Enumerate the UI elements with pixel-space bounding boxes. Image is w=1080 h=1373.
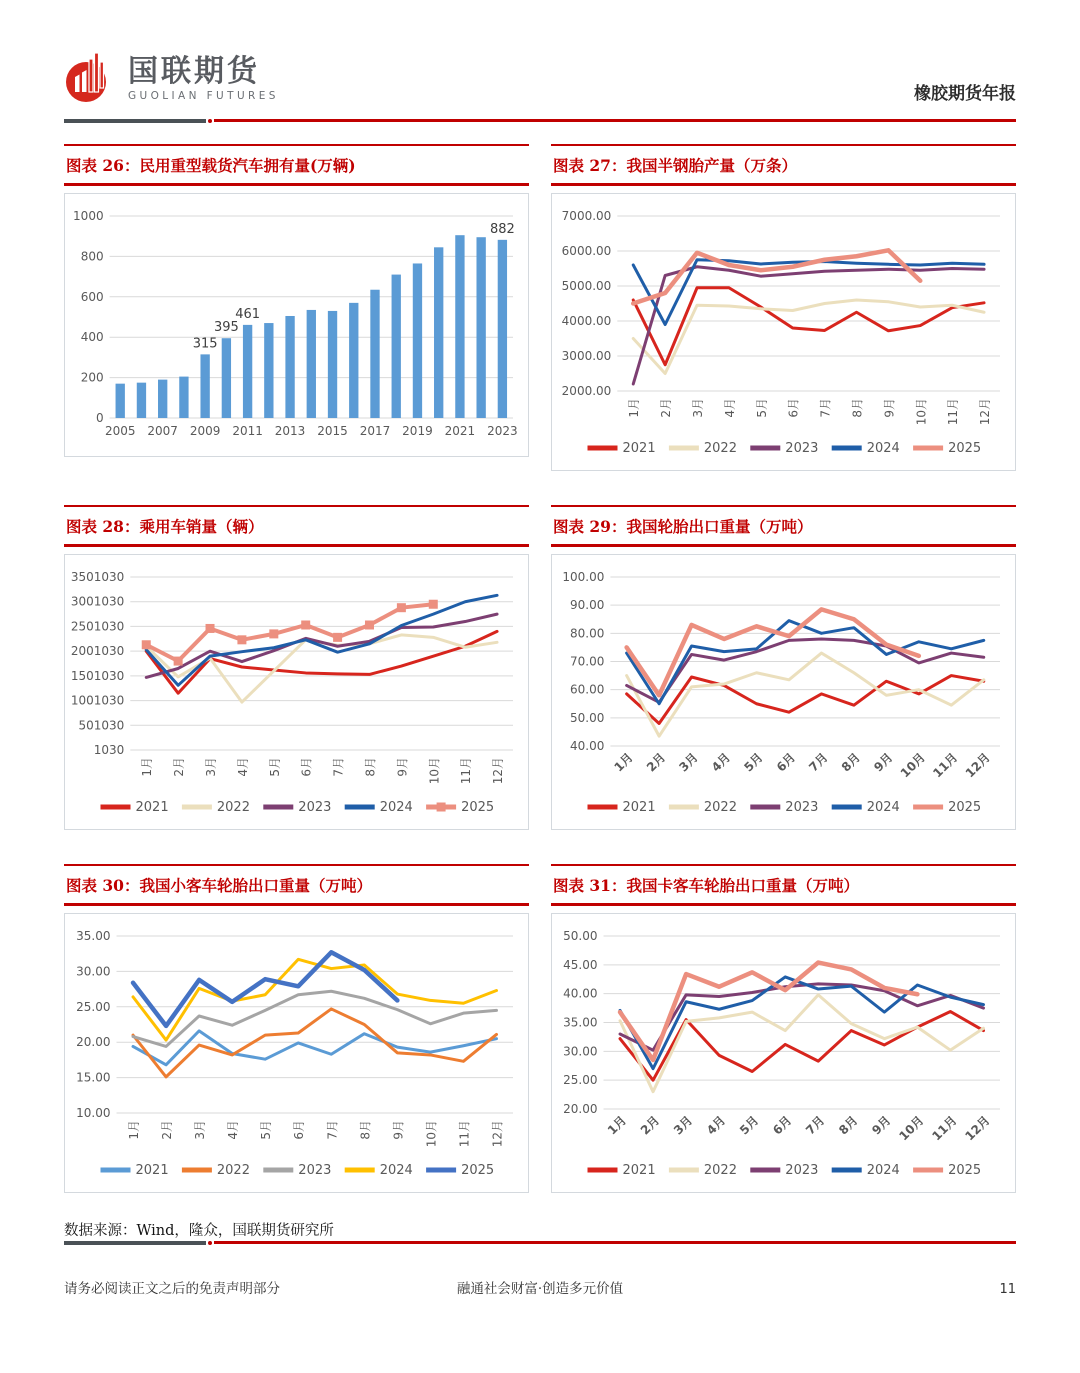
svg-text:9月: 9月 (395, 757, 410, 777)
svg-text:2024: 2024 (866, 441, 900, 456)
svg-text:2022: 2022 (703, 1163, 737, 1178)
svg-text:5月: 5月 (741, 750, 766, 775)
svg-text:12月: 12月 (978, 398, 993, 426)
figure-30-plot (69, 920, 523, 1182)
svg-text:2021: 2021 (622, 1163, 656, 1178)
svg-text:2013: 2013 (274, 424, 306, 438)
svg-text:3月: 3月 (691, 398, 706, 418)
svg-text:45.00: 45.00 (563, 957, 598, 972)
svg-text:1月: 1月 (611, 750, 636, 775)
svg-text:2005: 2005 (104, 424, 136, 438)
svg-text:12月: 12月 (491, 757, 506, 785)
svg-text:2007: 2007 (147, 424, 178, 438)
brand-name-en: GUOLIAN FUTURES (128, 89, 279, 102)
svg-text:10月: 10月 (427, 757, 442, 785)
svg-text:40.00: 40.00 (563, 986, 598, 1001)
svg-text:2001030: 2001030 (70, 644, 125, 659)
svg-text:2月: 2月 (160, 1120, 175, 1140)
svg-text:50.00: 50.00 (570, 710, 605, 725)
svg-text:10月: 10月 (914, 398, 929, 426)
svg-text:2011: 2011 (232, 424, 263, 438)
svg-text:2017: 2017 (359, 424, 391, 438)
svg-text:4月: 4月 (235, 757, 250, 777)
header-rule-dot (208, 119, 212, 123)
svg-text:40.00: 40.00 (570, 739, 605, 753)
svg-text:2022: 2022 (703, 441, 737, 456)
chart-row-3 (64, 864, 1016, 1193)
svg-text:1月: 1月 (604, 1113, 630, 1138)
figure-31-title: 图表 31：我国卡客车轮胎出口重量（万吨） (551, 864, 1016, 906)
header-rule-red-segment (214, 119, 1016, 122)
svg-text:2023: 2023 (785, 800, 819, 815)
svg-text:4月: 4月 (708, 750, 734, 775)
svg-text:8月: 8月 (850, 398, 865, 418)
svg-text:2025: 2025 (461, 1163, 495, 1178)
figure-27 (551, 144, 1016, 471)
svg-text:2021: 2021 (135, 800, 169, 815)
figure-26-plot (69, 200, 523, 446)
figure-28-title: 图表 28：乘用车销量（辆） (64, 505, 529, 547)
figure-31-plot (556, 920, 1010, 1182)
svg-text:3501030: 3501030 (70, 570, 125, 584)
svg-text:0: 0 (95, 411, 104, 425)
data-source-note: 数据来源：Wind，隆众，国联期货研究所 (64, 1223, 334, 1239)
svg-text:2024: 2024 (866, 1163, 900, 1178)
svg-text:9月: 9月 (391, 1120, 406, 1140)
footer-rule-red-segment (214, 1241, 1016, 1244)
svg-text:1月: 1月 (127, 1120, 142, 1140)
svg-text:5月: 5月 (259, 1120, 274, 1140)
svg-text:11月: 11月 (457, 1120, 472, 1148)
page-footer (64, 1230, 1016, 1297)
figure-29 (551, 505, 1016, 830)
svg-text:6月: 6月 (786, 398, 801, 418)
figure-27-title: 图表 27：我国半钢胎产量（万条） (551, 144, 1016, 186)
svg-text:12月: 12月 (962, 750, 993, 781)
svg-text:25.00: 25.00 (76, 999, 111, 1014)
svg-text:7000.00: 7000.00 (561, 209, 612, 223)
svg-text:6月: 6月 (299, 757, 314, 777)
figure-28-chart (64, 554, 529, 830)
svg-text:1月: 1月 (140, 757, 155, 777)
svg-text:2023: 2023 (487, 424, 518, 438)
svg-text:3月: 3月 (676, 750, 701, 775)
svg-text:2月: 2月 (659, 398, 674, 418)
svg-text:2024: 2024 (866, 800, 900, 815)
svg-text:1001030: 1001030 (70, 693, 125, 708)
svg-text:3001030: 3001030 (70, 594, 125, 609)
svg-text:2022: 2022 (216, 1163, 250, 1178)
svg-text:3月: 3月 (670, 1113, 696, 1138)
svg-text:10.00: 10.00 (76, 1106, 111, 1120)
footer-rule-dark-segment (64, 1241, 206, 1245)
figure-30-title: 图表 30：我国小客车轮胎出口重量（万吨） (64, 864, 529, 906)
figure-29-chart (551, 554, 1016, 830)
svg-text:20.00: 20.00 (563, 1102, 598, 1116)
svg-text:6月: 6月 (770, 1113, 795, 1138)
svg-text:2000.00: 2000.00 (561, 384, 612, 398)
svg-text:6月: 6月 (773, 750, 799, 775)
svg-text:11月: 11月 (929, 1113, 960, 1144)
figure-30 (64, 864, 529, 1193)
svg-text:3月: 3月 (193, 1120, 208, 1140)
svg-text:11月: 11月 (930, 750, 961, 781)
figure-29-plot (556, 561, 1010, 819)
svg-text:2024: 2024 (379, 1163, 413, 1178)
svg-text:2025: 2025 (461, 800, 495, 815)
figure-30-chart (64, 913, 529, 1193)
svg-text:5月: 5月 (267, 757, 282, 777)
svg-text:10月: 10月 (424, 1120, 439, 1148)
figure-28 (64, 505, 529, 830)
svg-text:5000.00: 5000.00 (561, 279, 612, 293)
figure-27-plot (556, 200, 1010, 460)
svg-text:2021: 2021 (622, 441, 656, 456)
svg-text:30.00: 30.00 (76, 964, 111, 979)
svg-text:4月: 4月 (226, 1120, 241, 1140)
svg-text:1月: 1月 (627, 398, 642, 418)
svg-text:30.00: 30.00 (563, 1044, 598, 1059)
svg-text:400: 400 (80, 330, 104, 345)
svg-text:2024: 2024 (379, 800, 413, 815)
svg-text:2月: 2月 (637, 1113, 663, 1138)
svg-text:2025: 2025 (948, 441, 982, 456)
svg-text:2021: 2021 (622, 800, 656, 815)
svg-text:7月: 7月 (818, 398, 833, 418)
svg-text:2501030: 2501030 (70, 619, 125, 634)
svg-text:315: 315 (192, 336, 218, 352)
svg-text:4月: 4月 (722, 398, 737, 418)
guolian-logo-icon (64, 50, 116, 108)
svg-text:2月: 2月 (172, 757, 187, 777)
svg-text:20.00: 20.00 (76, 1035, 111, 1050)
svg-text:9月: 9月 (882, 398, 897, 418)
svg-text:800: 800 (80, 249, 104, 264)
svg-text:1030: 1030 (93, 743, 125, 757)
svg-text:600: 600 (80, 289, 104, 304)
svg-text:7月: 7月 (331, 757, 346, 777)
svg-text:882: 882 (489, 221, 515, 237)
svg-text:25.00: 25.00 (563, 1073, 598, 1088)
svg-text:2023: 2023 (298, 1163, 332, 1178)
svg-text:1000: 1000 (73, 209, 104, 223)
svg-text:4000.00: 4000.00 (561, 314, 612, 328)
figure-28-plot (69, 561, 523, 819)
svg-text:10月: 10月 (896, 1113, 927, 1144)
svg-text:8月: 8月 (363, 757, 378, 777)
svg-text:9月: 9月 (869, 1113, 894, 1138)
svg-text:6月: 6月 (292, 1120, 307, 1140)
svg-text:60.00: 60.00 (570, 682, 605, 697)
footer-rule-dot (208, 1241, 212, 1245)
svg-text:7月: 7月 (803, 1113, 828, 1138)
svg-text:7月: 7月 (325, 1120, 340, 1140)
svg-text:395: 395 (213, 320, 239, 336)
svg-text:6000.00: 6000.00 (561, 244, 612, 258)
svg-text:9月: 9月 (871, 750, 896, 775)
footer-slogan: 融通社会财富·创造多元价值 (456, 1281, 624, 1297)
svg-text:8月: 8月 (358, 1120, 373, 1140)
svg-text:70.00: 70.00 (570, 654, 605, 669)
figure-27-chart (551, 193, 1016, 471)
footer-text-row (64, 1277, 1016, 1297)
figure-31 (551, 864, 1016, 1193)
svg-text:200: 200 (80, 370, 104, 385)
svg-text:2021: 2021 (444, 424, 476, 438)
svg-text:2009: 2009 (189, 424, 221, 438)
svg-text:501030: 501030 (78, 718, 125, 733)
figure-26 (64, 144, 529, 471)
svg-text:5月: 5月 (737, 1113, 762, 1138)
chart-row-1 (64, 144, 1016, 471)
svg-text:90.00: 90.00 (570, 598, 605, 613)
svg-text:2025: 2025 (948, 800, 982, 815)
page-number: 11 (999, 1282, 1016, 1297)
svg-text:2019: 2019 (402, 424, 433, 438)
chart-row-2 (64, 505, 1016, 830)
svg-text:2023: 2023 (298, 800, 332, 815)
svg-text:2023: 2023 (785, 441, 819, 456)
svg-text:11月: 11月 (946, 398, 961, 426)
svg-text:80.00: 80.00 (570, 626, 605, 641)
svg-text:100.00: 100.00 (562, 570, 605, 584)
svg-text:2021: 2021 (135, 1163, 169, 1178)
svg-text:50.00: 50.00 (563, 929, 598, 943)
svg-text:3000.00: 3000.00 (561, 349, 612, 363)
svg-text:35.00: 35.00 (563, 1015, 598, 1030)
svg-text:461: 461 (235, 306, 261, 322)
company-logo (64, 50, 279, 108)
svg-text:2022: 2022 (216, 800, 250, 815)
report-type-label: 橡胶期货年报 (914, 84, 1016, 104)
svg-text:2月: 2月 (643, 750, 669, 775)
svg-text:8月: 8月 (838, 750, 864, 775)
footer-disclaimer: 请务必阅读正文之后的免责声明部分 (64, 1281, 280, 1297)
header-rule-dark-segment (64, 119, 206, 123)
figure-29-title: 图表 29：我国轮胎出口重量（万吨） (551, 505, 1016, 547)
svg-text:5月: 5月 (754, 398, 769, 418)
svg-text:35.00: 35.00 (76, 929, 111, 943)
brand-name-cn: 国联期货 (128, 54, 260, 90)
svg-text:1501030: 1501030 (70, 668, 125, 683)
svg-text:2025: 2025 (948, 1163, 982, 1178)
svg-text:10月: 10月 (897, 750, 928, 781)
header-rule (64, 118, 1016, 123)
svg-text:8月: 8月 (836, 1113, 861, 1138)
svg-text:12月: 12月 (490, 1120, 505, 1148)
figure-26-chart (64, 193, 529, 457)
brand-text (128, 56, 279, 102)
svg-text:2022: 2022 (703, 800, 737, 815)
svg-text:11月: 11月 (459, 757, 474, 785)
svg-text:15.00: 15.00 (76, 1070, 111, 1085)
svg-text:4月: 4月 (703, 1113, 729, 1138)
page-header (64, 50, 1016, 108)
svg-text:3月: 3月 (204, 757, 219, 777)
svg-text:7月: 7月 (806, 750, 831, 775)
footer-rule (64, 1240, 1016, 1245)
svg-text:2015: 2015 (317, 424, 348, 438)
figure-26-title: 图表 26：民用重型载货汽车拥有量(万辆) (64, 144, 529, 186)
figure-31-chart (551, 913, 1016, 1193)
svg-text:2023: 2023 (785, 1163, 819, 1178)
svg-text:12月: 12月 (962, 1113, 993, 1144)
